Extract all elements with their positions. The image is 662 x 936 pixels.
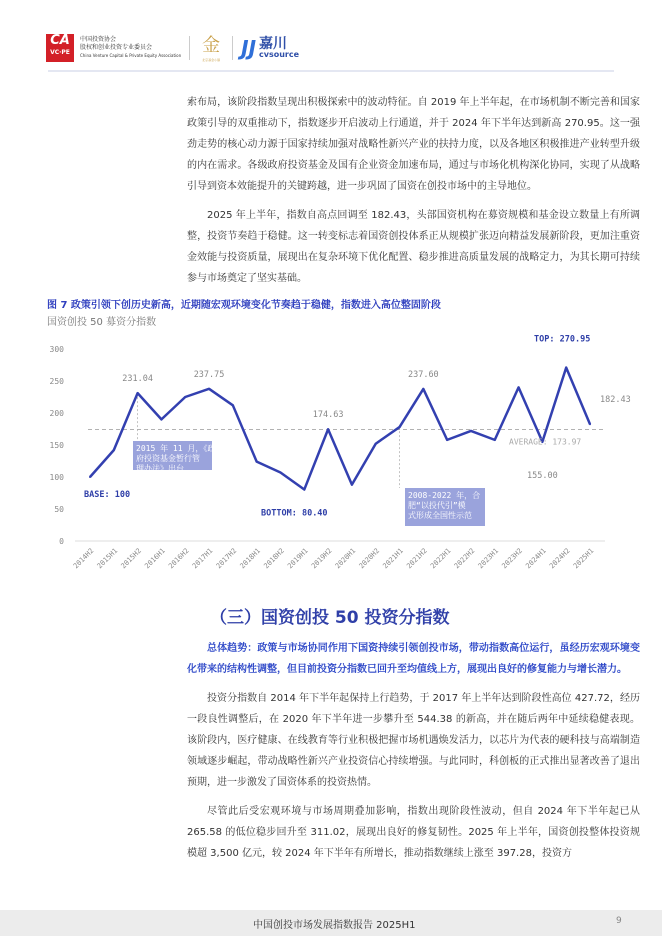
- ca-logo-text: CA: [50, 33, 70, 48]
- x-tick-label: 2021H1: [381, 546, 405, 571]
- body-text-top: [187, 92, 640, 289]
- divider: [189, 36, 190, 60]
- data-label: 231.04: [122, 374, 153, 385]
- line-chart: [0, 330, 662, 590]
- y-tick-label: 0: [59, 537, 64, 546]
- header-rule: [48, 70, 614, 72]
- page-number: 9: [616, 916, 622, 926]
- x-tick-label: 2020H1: [333, 546, 358, 571]
- x-tick-label: 2014H2: [71, 546, 96, 571]
- data-label: 237.60: [407, 369, 439, 380]
- x-tick-label: 2016H2: [167, 546, 191, 571]
- annotation-text: 理办法》出台: [136, 464, 184, 473]
- x-tick-label: 2015H1: [95, 546, 120, 571]
- ca-logo-sub: VC·PE: [50, 49, 70, 56]
- data-point: [494, 439, 496, 441]
- paragraph: 索布局，该阶段指数呈现出积极探索中的波动特征。自 2019 年上半年起，在市场机制不断完善和国家政策引导的双重推动下，指数逐步开启波动上行通道，并于 2024 年下半年达到新高 270.95。这一强劲走势的核心动力源于国家持续加强对战略性新兴产业的扶持力度，以及各地区积极推进产业转型升级的内在需求。各级政府投资基金及国有企业资金加速布局，通过与市场化机构深化协同，实现了从战略引导到资本效能提升的关键跨越，进一步巩固了国资在创投市场中的主导地位。: [187, 97, 640, 192]
- assoc-line2: 股权和创业投资专业委员会: [80, 44, 153, 51]
- y-tick-label: 150: [49, 441, 64, 450]
- fund-town-logo: [198, 34, 224, 62]
- x-tick-label: 2024H2: [548, 546, 572, 571]
- data-point: [232, 404, 234, 406]
- data-label: 237.75: [193, 369, 225, 380]
- x-tick-label: 2020H2: [357, 546, 382, 571]
- data-point: [208, 388, 210, 390]
- assoc-line1: 中国投资协会: [80, 36, 117, 43]
- data-point: [565, 367, 567, 369]
- data-label: 182.43: [600, 395, 631, 406]
- x-tick-label: 2015H2: [119, 546, 144, 571]
- data-point: [351, 484, 353, 486]
- cvsource-name: 嘉川: [259, 35, 288, 52]
- assoc-en: China Venture Capital & Private Equity Association: [80, 53, 182, 58]
- association-name: [80, 36, 181, 60]
- annotation-text: 2008-2022 年，合: [408, 491, 481, 500]
- figure-subtitle: 国资创投 50 募资分指数: [47, 317, 157, 328]
- section-title: （三）国资创投 50 投资分指数: [210, 608, 450, 628]
- x-tick-label: 2022H1: [429, 546, 453, 571]
- data-point: [160, 418, 162, 420]
- body-text-bottom: [187, 638, 640, 864]
- x-tick-label: 2024H1: [524, 546, 548, 571]
- annotation-text: 2015 年 11 月，《政: [136, 444, 216, 453]
- cvsource-en: cvsource: [259, 49, 300, 59]
- y-tick-label: 100: [49, 473, 64, 482]
- y-tick-label: 200: [49, 409, 64, 418]
- paragraph: 2025 年上半年，指数自高点回调至 182.43，头部国资机构在募资规模和基金设立数量上有所调整，投资节奏趋于稳健。这一转变标志着国资创投体系正从规模扩张迈向精益发展新阶段，更加注重资金效能与投资质量，展现出在复杂环境下优化配置、稳步推进高质量发展的战略定力，为其长期可持续参与市场奠定了坚实基础。: [187, 210, 640, 284]
- data-label: BOTTOM: 80.40: [261, 508, 328, 519]
- data-point: [446, 439, 448, 441]
- x-tick-label: 2025H1: [571, 546, 596, 571]
- data-label: 155.00: [527, 470, 558, 481]
- footer: [0, 910, 662, 936]
- data-label: TOP: 270.95: [534, 334, 591, 345]
- annotation-text: 式形成全国性示范: [408, 511, 472, 520]
- data-point: [518, 386, 520, 388]
- x-tick-label: 2023H1: [476, 546, 501, 571]
- data-point: [470, 430, 472, 432]
- data-point: [589, 423, 591, 425]
- ca-vcpe-logo: [46, 34, 74, 62]
- cvsource-logo: [241, 36, 299, 60]
- x-tick-label: 2021H2: [405, 546, 429, 571]
- x-tick-label: 2017H2: [214, 546, 239, 571]
- divider: [232, 36, 233, 60]
- annotation-text: 肥“以投代引”模: [408, 501, 466, 510]
- data-point: [375, 443, 377, 445]
- paragraph: 投资分指数自 2014 年下半年起保持上行趋势，于 2017 年上半年达到阶段性高位 427.72，经历一段良性调整后，在 2020 年下半年进一步攀升至 544.38 的新高，并在随后两年中延续稳健表现。该阶段内，医疗健康、在线教育等行业积极把握市场机遇焕发活力，以芯片为代表的硬科技与高端制造领域逐步崛起，带动战略性新兴产业投资信心持续增强。与此同时，科创板的正式推出显著改善了退出预期，进一步激发了国资体系的投资热情。: [187, 693, 640, 788]
- data-point: [137, 392, 139, 394]
- data-point: [303, 489, 305, 491]
- fund-town-mark: 金: [202, 35, 221, 56]
- y-tick-label: 50: [54, 505, 64, 514]
- data-point: [256, 461, 258, 463]
- y-tick-label: 250: [49, 377, 64, 386]
- x-tick-label: 2018H1: [238, 546, 263, 571]
- data-point: [184, 396, 186, 398]
- fund-town-caption: 北京基金小镇: [202, 58, 221, 62]
- annotation-text: 府投资基金暂行管: [136, 454, 200, 463]
- y-tick-label: 300: [49, 345, 64, 354]
- x-tick-label: 2017H1: [190, 546, 215, 571]
- summary-paragraph: 总体趋势：政策与市场协同作用下国资持续引领创投市场，带动指数高位运行，虽经历宏观环境变化带来的结构性调整，但目前投资分指数已回升至均值线上方，展现出良好的修复能力与增长潜力。: [187, 643, 640, 675]
- data-point: [89, 476, 91, 478]
- data-point: [279, 472, 281, 474]
- footer-title: 中国创投市场发展指数报告 2025H1: [253, 920, 416, 931]
- data-label: 174.63: [312, 410, 344, 421]
- data-label: BASE: 100: [84, 490, 131, 500]
- x-tick-label: 2016H1: [143, 546, 167, 571]
- x-tick-label: 2018H2: [262, 546, 286, 571]
- figure-title: 图 7 政策引领下创历史新高，近期随宏观环境变化节奏趋于稳健，指数进入高位整固阶段: [47, 300, 441, 311]
- paragraph: 尽管此后受宏观环境与市场周期叠加影响，指数出现阶段性波动，但自 2024 年下半年起已从 265.58 的低位稳步回升至 311.02，展现出良好的修复韧性。2025 年上半年，国资创投整体投资规模超 3,500 亿元，较 2024 年下半年有所增长，推动指数继续上涨至 397.28，投资方: [187, 806, 640, 859]
- x-tick-label: 2022H2: [452, 546, 477, 571]
- header-logos: [46, 33, 299, 63]
- x-tick-label: 2019H1: [286, 546, 310, 571]
- data-point: [327, 428, 329, 430]
- data-point: [422, 388, 424, 390]
- x-tick-label: 2023H2: [500, 546, 524, 571]
- data-point: [113, 449, 115, 451]
- cvsource-mark: JJ: [241, 36, 257, 60]
- data-point: [399, 426, 401, 428]
- x-tick-label: 2019H2: [309, 546, 334, 571]
- average-label: AVERAGE: 173.97: [509, 437, 582, 447]
